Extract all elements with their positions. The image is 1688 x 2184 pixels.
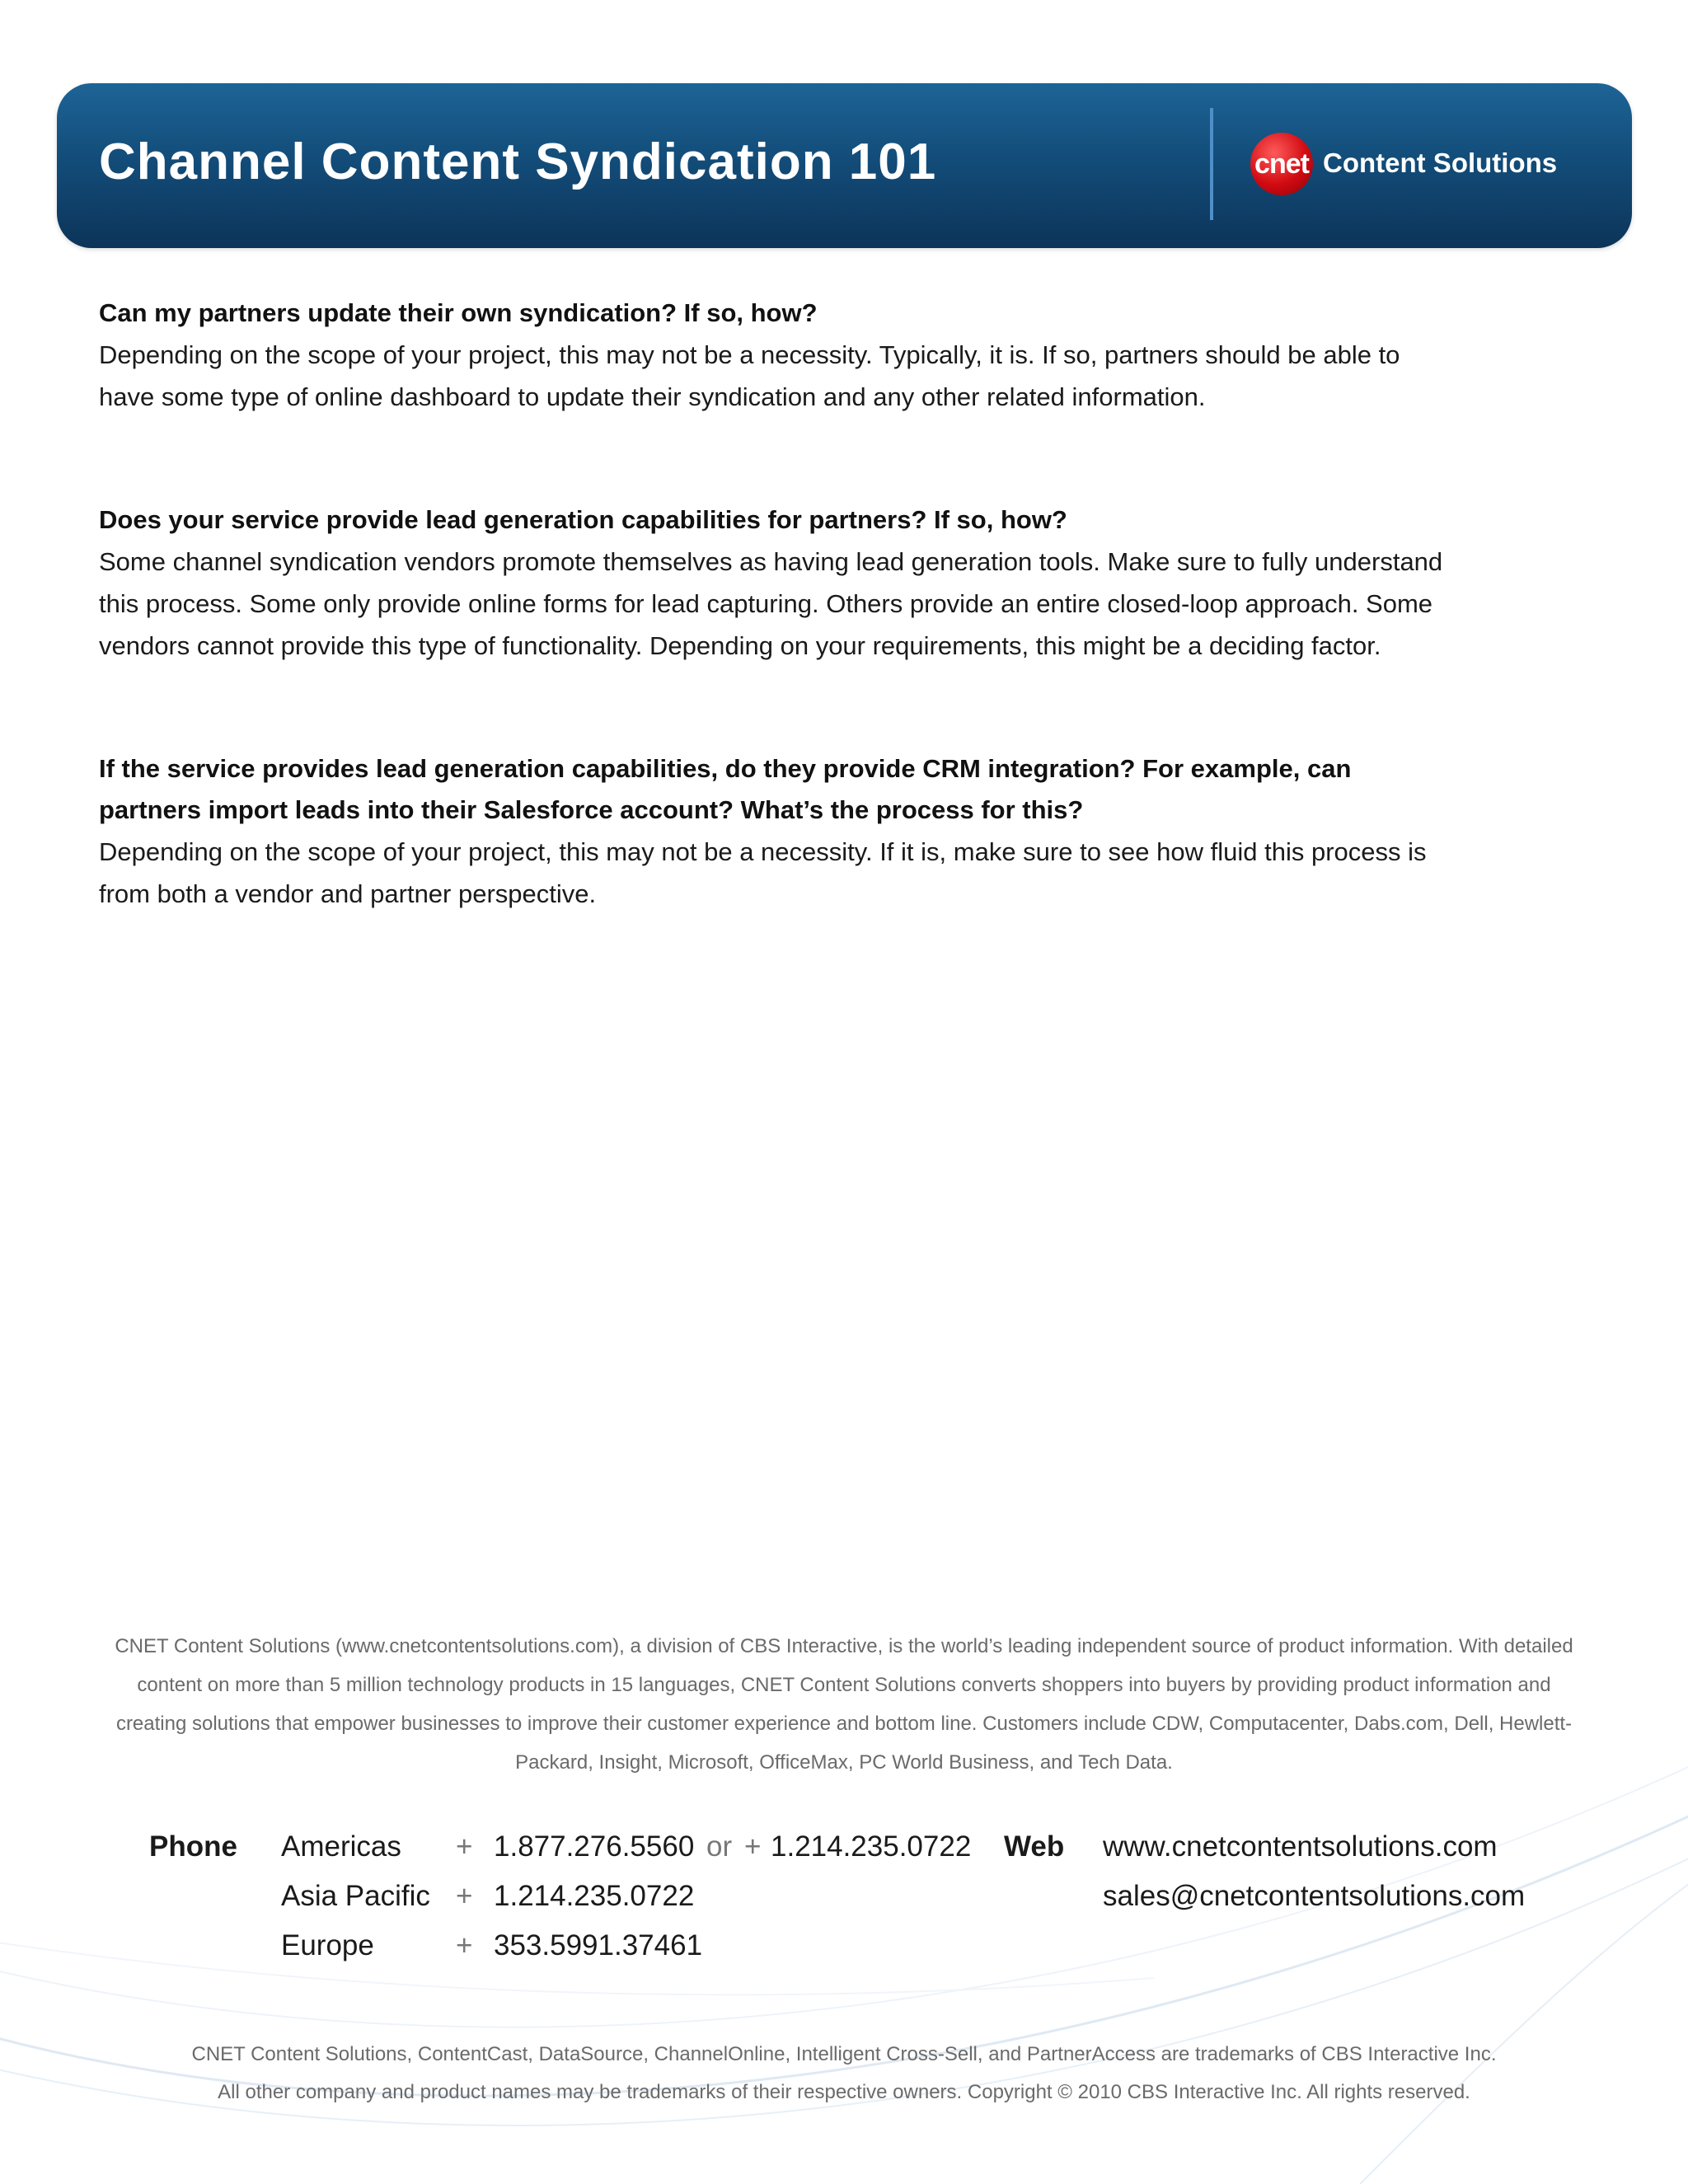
region-name: Europe: [281, 1929, 374, 1961]
trademark-notice: CNET Content Solutions, ContentCast, DataSource, ChannelOnline, Intelligent Cross-Sell, and PartnerAccess are trademarks of CBS Interactive Inc.: [191, 2043, 1497, 2065]
phone-number-alt[interactable]: 1.214.235.0722: [771, 1830, 972, 1863]
company-description: CNET Content Solutions (www.cnetcontentsolutions.com), a division of CBS Interactive, is the world’s leading independent source of product information. With detailed content on more than 5 million technology products in 15 languages, CNET Content Solutions converts shoppers into buyers by providing product information and creating solutions that empower businesses to improve their customer experience and bottom line. Customers include CDW, Computacenter, Dabs.com, Dell, Hewlett-Packard, Insight, Microsoft, OfficeMax, PC World Business, and Tech Data.: [115, 1635, 1573, 1774]
region-name: Americas: [281, 1830, 401, 1863]
faq-section: [99, 293, 1451, 915]
phone-number[interactable]: 353.5991.37461: [494, 1929, 703, 1961]
faq-answer: Depending on the scope of your project, this may not be a necessity. Typically, it is. If so, partners should be able to have some type of online dashboard to update their syndication and any other related information.: [99, 340, 1400, 411]
faq-item: [99, 748, 1451, 915]
website-link[interactable]: www.cnetcontentsolutions.com: [1103, 1830, 1498, 1863]
or-separator: or: [706, 1830, 733, 1863]
phone-number[interactable]: 1.214.235.0722: [494, 1880, 695, 1912]
faq-answer: Some channel syndication vendors promote themselves as having lead generation tools. Make sure to fully understand this process. Some only provide online forms for lead capturing. Others provide an entire closed-loop approach. Some vendors cannot provide this type of functionality. Depending on your requirements, this might be a deciding factor.: [99, 547, 1443, 660]
page-title: Channel Content Syndication 101: [99, 134, 937, 190]
cnet-logo-icon: cnet: [1250, 133, 1313, 195]
phone-number[interactable]: 1.877.276.5560: [494, 1830, 695, 1863]
header-divider: [1210, 108, 1213, 220]
plus-sign: +: [456, 1929, 473, 1961]
header-banner: [57, 83, 1632, 248]
web-label: Web: [1004, 1830, 1065, 1863]
faq-item: [99, 499, 1451, 667]
phone-label: Phone: [149, 1830, 237, 1863]
copyright-notice: All other company and product names may be trademarks of their respective owners. Copyright © 2010 CBS Interactive Inc. All rights reserved.: [218, 2081, 1470, 2103]
region-name: Asia Pacific: [281, 1880, 430, 1912]
plus-sign: +: [744, 1830, 762, 1863]
faq-answer: Depending on the scope of your project, this may not be a necessity. If it is, make sure to see how fluid this process is from both a vendor and partner perspective.: [99, 837, 1427, 908]
email-link[interactable]: sales@cnetcontentsolutions.com: [1103, 1880, 1526, 1912]
faq-question: If the service provides lead generation capabilities, do they provide CRM integration? For example, can partners import leads into their Salesforce account? What’s the process for this?: [99, 754, 1352, 824]
faq-question: Does your service provide lead generation capabilities for partners? If so, how?: [99, 505, 1067, 534]
legal-footer: [107, 2036, 1581, 2111]
plus-sign: +: [456, 1880, 473, 1912]
brand-name: Content Solutions: [1323, 148, 1558, 178]
plus-sign: +: [456, 1830, 473, 1863]
faq-item: [99, 293, 1451, 418]
faq-question: Can my partners update their own syndication? If so, how?: [99, 298, 818, 327]
